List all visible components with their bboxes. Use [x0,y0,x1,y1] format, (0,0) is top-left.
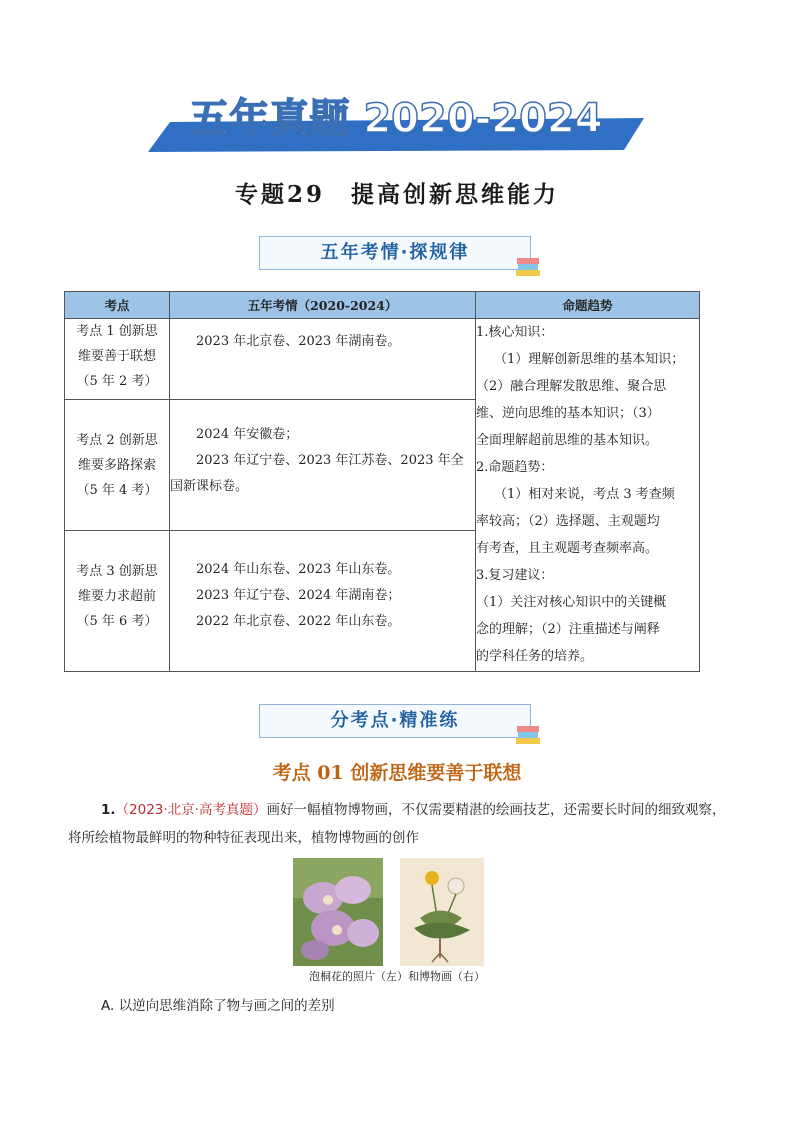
years-line: 国新课标卷。 [170,479,249,494]
point-line: 维要善于联想 [77,349,156,364]
figure-caption: 泡桐花的照片（左）和博物画（右） [309,970,485,983]
exam-point-title: 考点 01 创新思维要善于联想 [272,762,522,784]
exam-overview-table [64,291,700,672]
point-line: （5 年 2 考） [76,374,158,389]
books-icon [514,724,542,746]
question-text: 将所绘植物最鲜明的物种特征表现出来，植物博物画的创作 [68,830,419,846]
trend-line: （2）融合理解发散思维、聚合思 [476,379,667,394]
point-line: 维要力求超前 [77,589,156,604]
years-cell [170,400,476,531]
question-source: （2023·北京·高考真题） [115,802,267,818]
point-line: 考点 3 创新思 [76,564,158,579]
question-1 [68,796,728,852]
trend-line: 维、逆向思维的基本知识；（3） [476,406,660,421]
years-line: 2022 年北京卷、2022 年山东卷。 [196,614,401,629]
trend-line: 全面理解超前思维的基本知识。 [476,433,659,448]
point-line: （5 年 6 考） [76,614,158,629]
botanical-painting-image [400,858,484,966]
paulownia-photo-image [293,858,383,966]
table-row [65,319,700,400]
header-years: 五年考情（2020-2024） [170,292,476,319]
header-trend: 命题趋势 [476,292,700,319]
trend-line: 3.复习建议： [476,568,554,583]
section-badge-label: 五年考情·探规律 [320,242,470,263]
point-cell [65,531,170,672]
trend-cell [476,319,700,672]
years-line: 2024 年山东卷、2023 年山东卷。 [196,562,401,577]
point-cell [65,400,170,531]
question-text: 画好一幅植物博物画，不仅需要精湛的绘画技艺，还需要长时间的细致观察， [266,802,726,818]
question-number: 1. [101,802,116,818]
books-icon [514,256,542,278]
point-line: 考点 2 创新思 [76,433,158,448]
years-line: 2024 年安徽卷； [196,427,299,442]
section-badge-label: 分考点·精准练 [330,710,460,731]
point-line: （5 年 4 考） [76,483,158,498]
header-point: 考点 [65,292,170,319]
trend-line: （1）理解创新思维的基本知识； [494,352,685,367]
years-line: 2023 年辽宁卷、2024 年湖南卷； [196,588,401,603]
trend-line: 念的理解；（2）注重描述与阐释 [476,622,660,637]
section-badge-trends [259,236,531,270]
trend-line: 2.命题趋势： [476,460,554,475]
years-line: 2023 年辽宁卷、2023 年江苏卷、2023 年全 [196,453,464,468]
table-header-row [65,292,700,319]
option-a[interactable]: A. 以逆向思维消除了物与画之间的差别 [101,998,335,1014]
years-line: 2023 年北京卷、2023 年湖南卷。 [196,334,401,349]
section-badge-practice [259,704,531,738]
years-cell [170,319,476,400]
trend-line: （1）关注对核心知识中的关键概 [476,595,667,610]
five-year-banner [148,88,644,158]
trend-line: 有考查，且主观题考查频率高。 [476,541,659,556]
point-cell [65,319,170,400]
trend-line: （1）相对来说，考点 3 考查频 [494,487,675,502]
point-line: 维要多路探索 [77,458,156,473]
trend-line: 1.核心知识： [476,325,554,340]
point-line: 考点 1 创新思 [76,324,158,339]
banner-title: 五年真题 2020-2024 [189,96,603,142]
trend-line: 的学科任务的培养。 [476,649,594,664]
trend-line: 率较高；（2）选择题、主观题均 [476,514,660,529]
subject-title: 专题29 提高创新思维能力 [234,181,559,208]
years-cell [170,531,476,672]
